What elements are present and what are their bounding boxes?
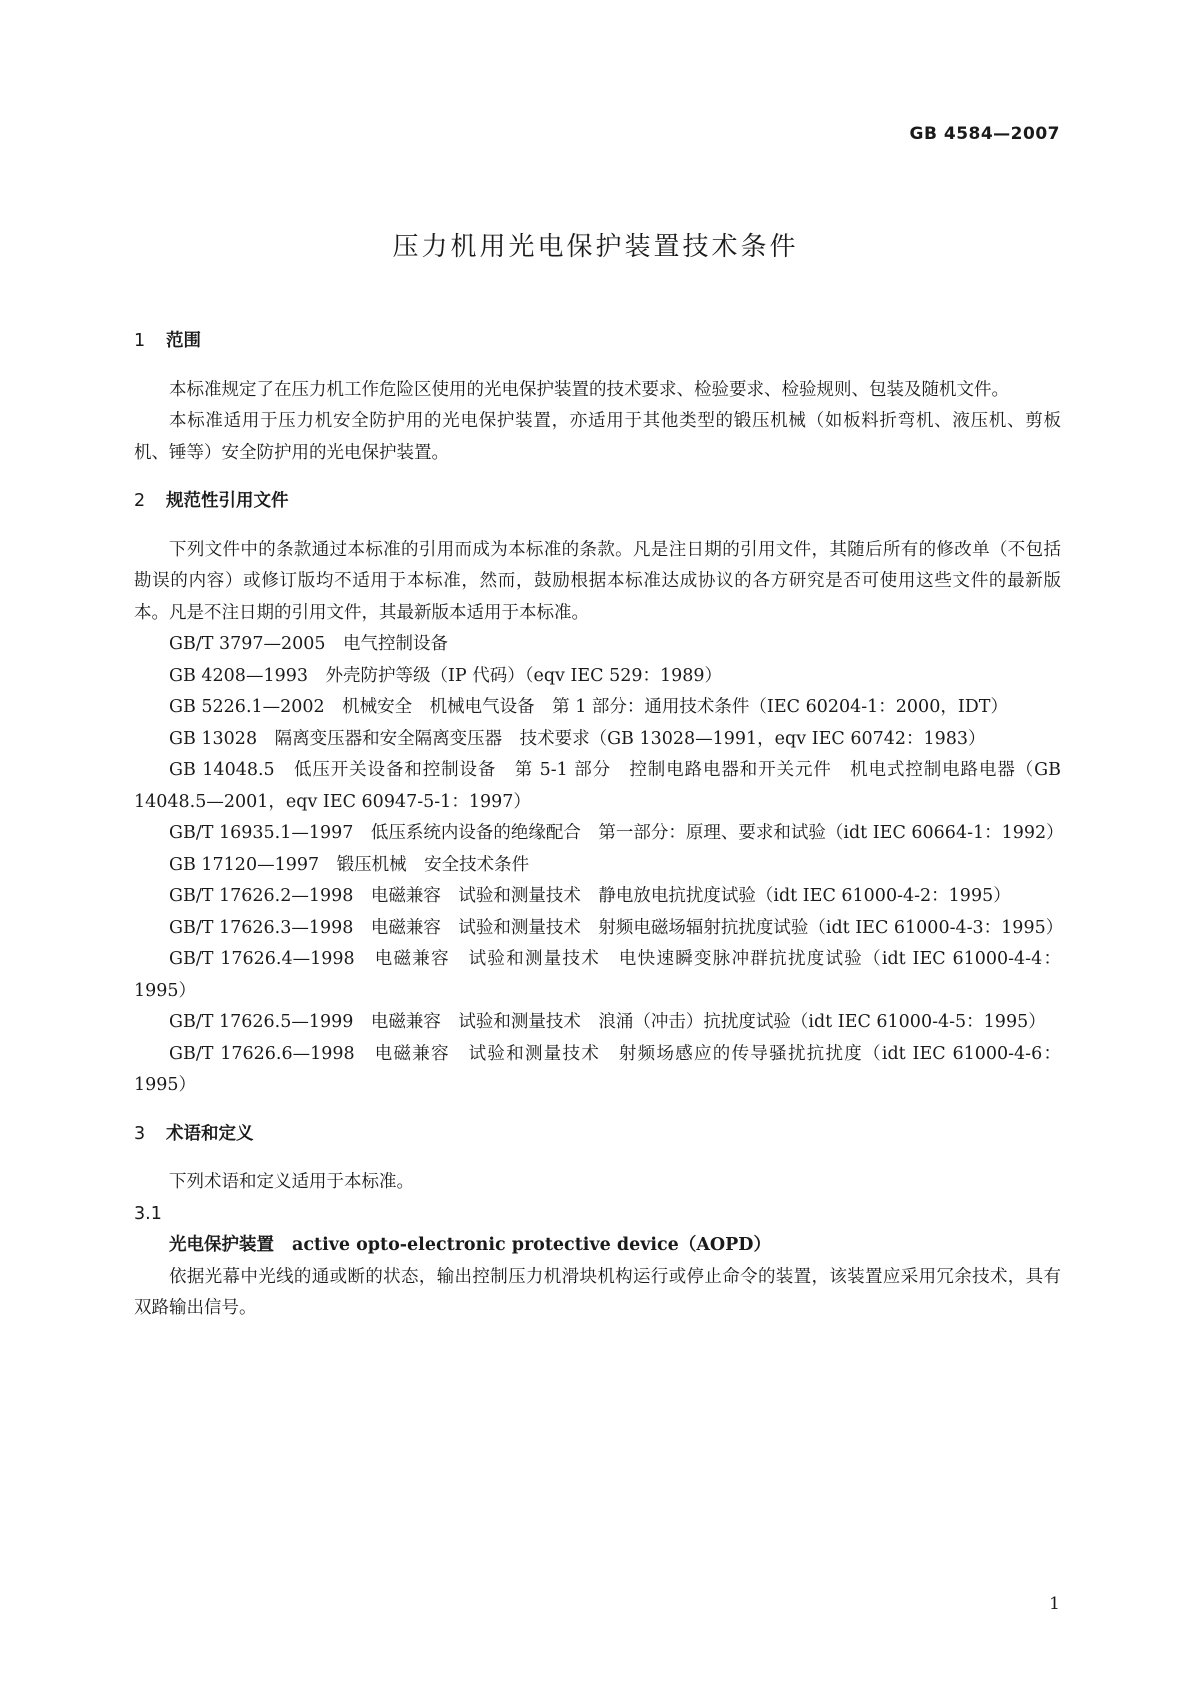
reference-item: GB/T 17626.4—1998 电磁兼容 试验和测量技术 电快速瞬变脉冲群抗扰度试验（idt IEC 61000-4-4：1995） bbox=[134, 949, 1061, 1001]
terms-intro: 下列术语和定义适用于本标准。 bbox=[169, 1172, 414, 1192]
section-heading-scope bbox=[134, 326, 1061, 358]
reference-item: GB 5226.1—2002 机械安全 机械电气设备 第 1 部分：通用技术条件（IEC 60204-1：2000，IDT） bbox=[169, 697, 1008, 717]
section-heading-references bbox=[134, 486, 1061, 518]
section-number: 1 bbox=[134, 331, 146, 351]
section-number: 2 bbox=[134, 491, 146, 511]
reference-item: GB 13028 隔离变压器和安全隔离变压器 技术要求（GB 13028—1991，eqv IEC 60742：1983） bbox=[169, 728, 986, 749]
reference-item: GB/T 3797—2005 电气控制设备 bbox=[169, 634, 449, 654]
reference-item: GB/T 17626.3—1998 电磁兼容 试验和测量技术 射频电磁场辐射抗扰度试验（idt IEC 61000-4-3：1995） bbox=[169, 917, 1064, 938]
section-title: 术语和定义 bbox=[166, 1123, 254, 1144]
section-number: 3 bbox=[134, 1123, 146, 1144]
reference-item: GB/T 17626.2—1998 电磁兼容 试验和测量技术 静电放电抗扰度试验（idt IEC 61000-4-2：1995） bbox=[169, 886, 1011, 906]
reference-item: GB/T 17626.5—1999 电磁兼容 试验和测量技术 浪涌（冲击）抗扰度试验（idt IEC 61000-4-5：1995） bbox=[169, 1012, 1046, 1032]
section-title: 范围 bbox=[166, 331, 201, 351]
term-entry bbox=[134, 1230, 1061, 1262]
page-number: 1 bbox=[1049, 1594, 1060, 1614]
section-heading-terms bbox=[134, 1119, 1061, 1151]
term-english: active opto-electronic protective device（AOPD） bbox=[292, 1235, 771, 1255]
reference-item: GB 14048.5 低压开关设备和控制设备 第 5-1 部分 控制电路电器和开关元件 机电式控制电路电器（GB 14048.5—2001，eqv IEC 60947-5-1：1997） bbox=[134, 760, 1061, 812]
section-title: 规范性引用文件 bbox=[166, 491, 289, 511]
standard-code: GB 4584—2007 bbox=[909, 124, 1060, 144]
term-definition: 依据光幕中光线的通或断的状态，输出控制压力机滑块机构运行或停止命令的装置，该装置应采用冗余技术，具有双路输出信号。 bbox=[134, 1266, 1061, 1318]
document-title: 压力机用光电保护装置技术条件 bbox=[392, 232, 799, 262]
reference-item: GB/T 16935.1—1997 低压系统内设备的绝缘配合 第一部分：原理、要求和试验（idt IEC 60664-1：1992） bbox=[169, 823, 1064, 843]
reference-item: GB 4208—1993 外壳防护等级（IP 代码）（eqv IEC 529：1989） bbox=[169, 665, 723, 686]
term-chinese: 光电保护装置 bbox=[169, 1235, 274, 1255]
reference-item: GB/T 17626.6—1998 电磁兼容 试验和测量技术 射频场感应的传导骚扰抗扰度（idt IEC 61000-4-6：1995） bbox=[134, 1043, 1061, 1095]
document-body bbox=[134, 326, 1064, 1325]
references-intro: 下列文件中的条款通过本标准的引用而成为本标准的条款。凡是注日期的引用文件，其随后所有的修改单（不包括勘误的内容）或修订版均不适用于本标准，然而，鼓励根据本标准达成协议的各方研究是否可使用这些文件的最新版本。凡是不注日期的引用文件，其最新版本适用于本标准。 bbox=[134, 539, 1061, 623]
scope-paragraph: 本标准规定了在压力机工作危险区使用的光电保护装置的技术要求、检验要求、检验规则、包装及随机文件。 bbox=[169, 379, 1009, 400]
reference-item: GB 17120—1997 锻压机械 安全技术条件 bbox=[169, 854, 530, 875]
clause-number: 3.1 bbox=[134, 1203, 162, 1224]
scope-paragraph: 本标准适用于压力机安全防护用的光电保护装置，亦适用于其他类型的锻压机械（如板料折弯机、液压机、剪板机、锤等）安全防护用的光电保护装置。 bbox=[134, 411, 1061, 463]
